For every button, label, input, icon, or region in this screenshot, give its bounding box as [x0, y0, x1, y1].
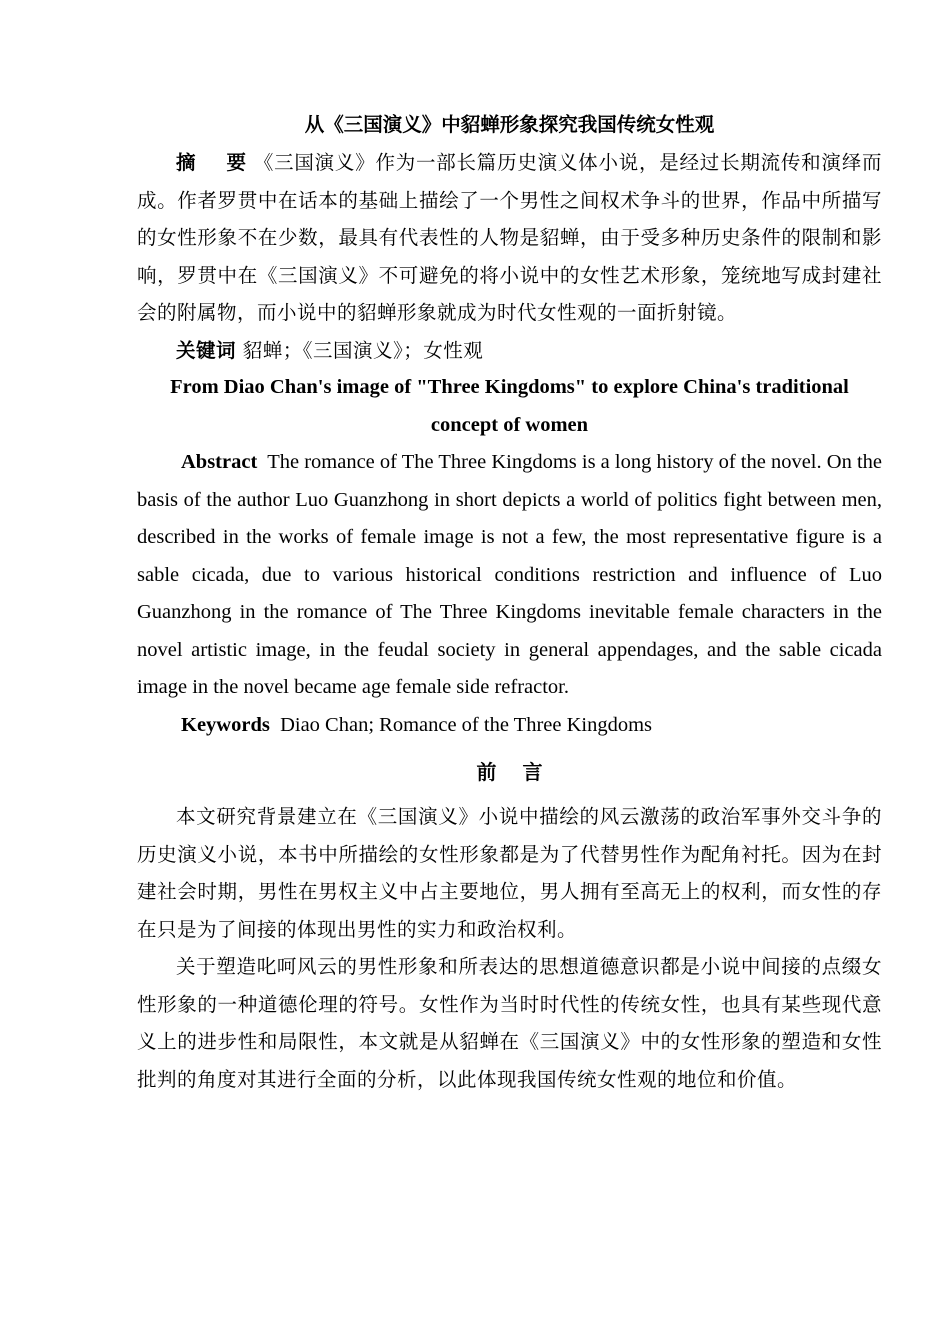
keywords-en-label: Keywords — [181, 713, 270, 736]
title-en-line1: From Diao Chan's image of "Three Kingdoms" to explore China's traditional — [170, 376, 849, 398]
document-title-cn: 从《三国演义》中貂蝉形象探究我国传统女性观 — [304, 113, 715, 136]
abstract-en-text: The romance of The Three Kingdoms is a long history of the novel. On the basis of the author Luo Guanzhong in short depicts a world of politics fight between men, described in the works of female image is not a few, the most representative figure is a sable cicada, due to various historical conditions restriction and influence of Luo Guanzhong in the romance of The Three Kingdoms inevitable female characters in the novel artistic image, in the feudal society in general appendages, and the sable cicada image in the novel became age female side refractor. — [137, 451, 882, 698]
abstract-cn-text: 《三国演义》作为一部长篇历史演义体小说，是经过长期流传和演绎而成。作者罗贯中在话本的基础上描绘了一个男性之间权术争斗的世界，作品中所描写的女性形象不在少数，最具有代表性的人物是貂蝉，由于受多种历史条件的限制和影响，罗贯中在《三国演义》不可避免的将小说中的女性艺术形象，笼统地写成封建社会的附属物，而小说中的貂蝉形象就成为时代女性观的一面折射镜。 — [137, 151, 882, 324]
abstract-cn-label: 摘 要 — [176, 151, 247, 174]
abstract-en — [137, 444, 882, 707]
keywords-cn — [137, 332, 882, 370]
preface-paragraph: 关于塑造叱呵风云的男性形象和所表达的思想道德意识都是小说中间接的点缀女性形象的一种道德伦理的符号。女性作为当时时代性的传统女性，也具有某些现代意义上的进步性和局限性，本文就是从貂蝉在《三国演义》中的女性形象的塑造和女性批判的角度对其进行全面的分析，以此体现我国传统女性观的地位和价值。 — [137, 955, 882, 1091]
abstract-cn — [137, 144, 882, 332]
keywords-en-text: Diao Chan; Romance of the Three Kingdoms — [280, 713, 653, 736]
preface-paragraph: 本文研究背景建立在《三国演义》小说中描绘的风云激荡的政治军事外交斗争的历史演义小说，本书中所描绘的女性形象都是为了代替男性作为配角衬托。因为在封建社会时期，男性在男权主义中占主要地位，男人拥有至高无上的权利，而女性的存在只是为了间接的体现出男性的实力和政治权利。 — [137, 805, 882, 941]
abstract-en-label: Abstract — [181, 451, 258, 473]
keywords-cn-label: 关键词 — [176, 338, 237, 362]
keywords-en — [137, 707, 882, 745]
document-title-en — [137, 369, 882, 444]
document-page — [137, 108, 882, 1098]
title-en-line2: concept of women — [430, 413, 589, 436]
preface-title: 前 言 — [476, 760, 543, 784]
keywords-cn-text: 貂蝉；《三国演义》；女性观 — [242, 338, 484, 362]
